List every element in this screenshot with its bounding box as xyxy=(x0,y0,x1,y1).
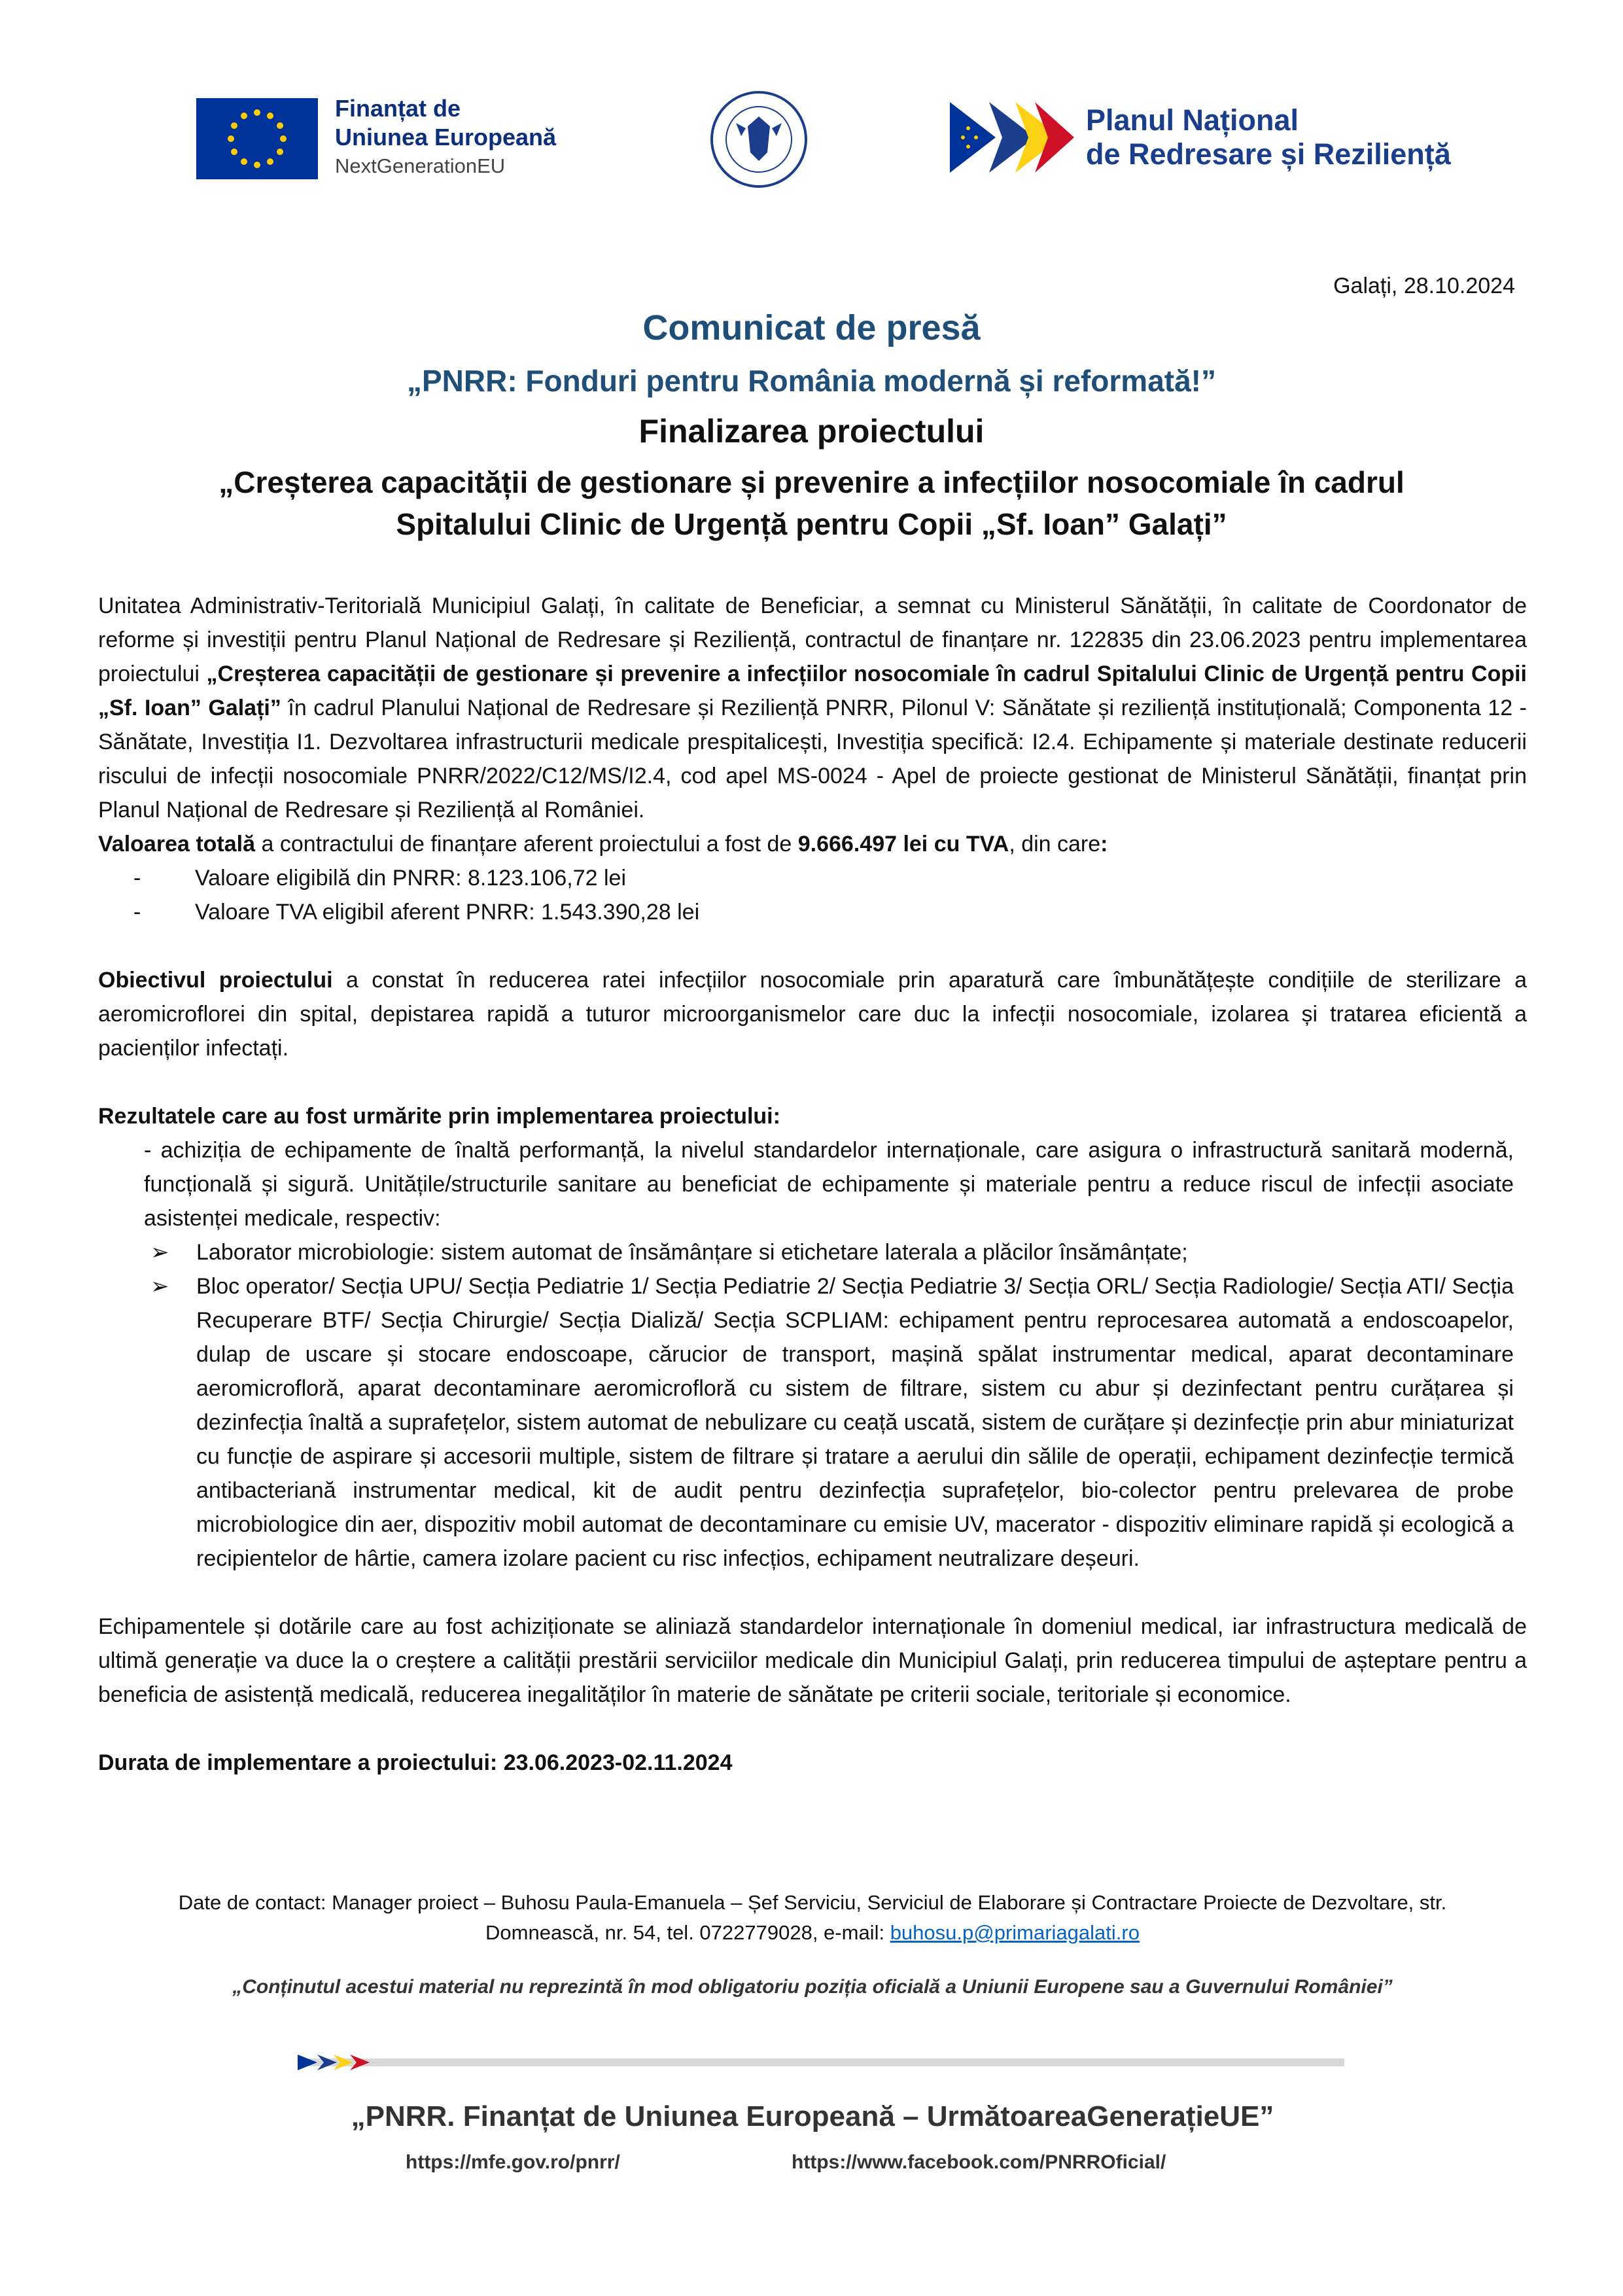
eu-funding-logo-text xyxy=(335,94,556,181)
arrow-bullet-icon: ➢ xyxy=(150,1240,169,1265)
eu-funding-line3: NextGenerationEU xyxy=(335,154,506,177)
pnrr-logo-icon xyxy=(950,102,1074,173)
value-item-vat: - Valoare TVA eligibil aferent PNRR: 1.543.390,28 lei xyxy=(98,895,1527,929)
project-title-line2: Spitalului Clinic de Urgență pentru Copii „Sf. Ioan” Galați” xyxy=(396,507,1227,541)
value-amount: 9.666.497 lei cu TVA xyxy=(797,832,1009,857)
value-tail: , din care xyxy=(1009,832,1101,857)
results-bullet-text: Bloc operator/ Secția UPU/ Secția Pediatrie 1/ Secția Pediatrie 2/ Secția Pediatrie 3/ Secția ORL/ Secția Radiologie/ Secția ATI/ Secția Recuperare BTF/ Secția Chirurgie/ Secția Dializă/ Secția SCPLIAM: echipament pentru reprocesarea automată a endoscoapelor, dulap de uscare și stocare endoscoape, cărucior de transport, mașină spălat instrumentar medical, aparat decontaminare aeromicrofloră, aparat decontaminare aeromicrofloră cu sistem de filtrare, sistem cu abur și dezinfectant pentru curățarea și dezinfecția înaltă a suprafețelor, sistem automat de nebulizare cu ceață uscată, sistem de curățare și dezinfecție prin abur miniaturizat cu funcție de aspirare și accesorii multiple, sistem de filtrare și tratare a aerului din sălile de operații, echipament dezinfecție termică antibacteriană instrumentar medical, kit de audit pentru dezinfecția suprafețelor, bio-colector pentru prelevarea de probe microbiologice din aer, dispozitiv mobil automat de decontaminare cu emisie UV, macerator - dispozitiv eliminare rapidă și ecologică a recipientelor de hârtie, camera izolare pacient cu risc infecțios, echipament neutralizare deșeuri. xyxy=(196,1274,1514,1571)
document-body xyxy=(98,589,1527,1780)
contact-email-link[interactable]: buhosu.p@primariagalati.ro xyxy=(890,1921,1140,1944)
objective-text: a constat în reducerea ratei infecțiilor nosocomiale prin aparatură care îmbunătățește condițiile de sterilizare a aeromicroflorei din spital, depistarea rapidă a tuturor microorganismelor care duc la infecții nosocomiale, izolarea și tratarea eficientă a pacienților infectați. xyxy=(98,968,1527,1061)
eu-funding-line1: Finanțat de xyxy=(335,95,461,122)
footer-arrow-icon xyxy=(298,2055,370,2070)
results-heading: Rezultatele care au fost urmărite prin implementarea proiectului: xyxy=(98,1104,780,1129)
eu-funding-line2: Uniunea Europeană xyxy=(335,124,557,150)
intro-paragraph xyxy=(98,589,1527,827)
eu-flag-icon xyxy=(196,98,318,179)
pnrr-logo-line1: Planul Național xyxy=(1086,103,1299,137)
equipment-paragraph: Echipamentele și dotările care au fost achiziționate se aliniază standardelor internaționale în domeniul medical, iar infrastructura medicală de ultimă generație va duce la o creștere a calității prestării serviciilor medicale din Municipiul Galați, prin reducerea timpului de așteptare pentru a beneficia de asistență medicală, reducerea inegalităților în materie de sănătate pe criterii sociale, teritoriale și economice. xyxy=(98,1614,1527,1707)
value-text: a contractului de finanțare aferent proiectului a fost de xyxy=(255,832,798,857)
results-lead: - achiziția de echipamente de înaltă performanță, la nivelul standardelor internaționale, care asigura o infrastructură sanitară modernă, funcțională și sigură. Unitățile/structurile sanitare au beneficiat de echipamente și materiale pentru a reduce riscul de infecții asociate asistenței medicale, respectiv: xyxy=(144,1138,1514,1231)
results-bullet-departments xyxy=(98,1269,1527,1576)
arrow-bullet-icon: ➢ xyxy=(150,1274,169,1299)
objective-paragraph xyxy=(98,963,1527,1065)
value-label: Valoarea totală xyxy=(98,832,256,857)
value-colon: : xyxy=(1100,832,1108,857)
intro-text-part1: Unitatea Administrativ-Teritorială Municipiul Galați, în calitate de Beneficiar, a semnat cu Ministerul Sănătății, în calitate de Coordonator de reforme și investiții pentru Planul Național de Redresare și Reziliență, contractul de finanțare nr. 122835 din 23.06.2023 pentru implementarea proiectului xyxy=(98,593,1527,686)
pnrr-logo-line2: de Redresare și Reziliență xyxy=(1086,137,1451,171)
value-item-eligible: - Valoare eligibilă din PNRR: 8.123.106,72 lei xyxy=(98,861,1527,895)
implementation-duration: Durata de implementare a proiectului: 23.06.2023-02.11.2024 xyxy=(98,1750,733,1775)
footer-link-mfe[interactable]: https://mfe.gov.ro/pnrr/ xyxy=(406,2151,620,2173)
value-paragraph xyxy=(98,827,1527,861)
project-title-line1: „Creșterea capacității de gestionare și prevenire a infecțiilor nosocomiale în cadrul xyxy=(218,465,1405,499)
footer-slogan: „PNRR. Finanțat de Uniunea Europeană – UrmătoareaGenerațieUE” xyxy=(351,2100,1274,2132)
press-release-title: Comunicat de presă xyxy=(642,308,981,347)
footer-link-facebook[interactable]: https://www.facebook.com/PNRROficial/ xyxy=(792,2151,1166,2173)
project-title xyxy=(98,461,1525,545)
objective-label: Obiectivul proiectului xyxy=(98,968,333,993)
intro-project-name: „Creșterea capacității de gestionare și prevenire a infecțiilor nosocomiale în cadrul Spitalului Clinic de Urgență pentru Copii „Sf. Ioan” Galați” xyxy=(98,662,1527,720)
disclaimer-text: „Conținutul acestui material nu reprezintă în mod obligatoriu poziția oficială a Uniunii Europene sau a Guvernului României” xyxy=(232,1976,1393,1998)
project-completion-heading: Finalizarea proiectului xyxy=(638,413,985,450)
intro-text-part2: în cadrul Planului Național de Redresare și Reziliență PNRR, Pilonul V: Sănătate și reziliență instituțională; Componenta 12 - Sănătate, Investiția I1. Dezvoltarea infrastructurii medicale prespitalicești, Investiția specifică: I2.4. Echipamente și materiale destinate reducerii riscului de infecții nosocomiale PNRR/2022/C12/MS/I2.4, cod apel MS-0024 - Apel de proiecte gestionat de Ministerul Sănătății, finanțat prin Planul Național de Redresare și Reziliență al României. xyxy=(98,696,1527,822)
press-release-subtitle: „PNRR: Fonduri pentru România modernă și reformată!” xyxy=(406,364,1216,398)
results-bullet-lab xyxy=(98,1235,1527,1269)
contact-line1: Date de contact: Manager proiect – Buhosu Paula-Emanuela – Șef Serviciu, Serviciul de Elaborare și Contractare Proiecte de Dezvoltare, str. xyxy=(178,1891,1447,1914)
footer-divider xyxy=(298,2058,1344,2066)
government-seal-icon xyxy=(710,90,808,188)
document-date: Galați, 28.10.2024 xyxy=(1333,274,1515,298)
pnrr-logo-text xyxy=(1086,103,1451,171)
results-bullet-text: Laborator microbiologie: sistem automat de însămânțare si etichetare laterala a plăcilor însămânțate; xyxy=(196,1240,1188,1265)
contact-line2: Domnească, nr. 54, tel. 0722779028, e-mail: buhosu.p@primariagalati.ro xyxy=(485,1921,1140,1944)
contact-info xyxy=(98,1888,1527,1948)
header-logos xyxy=(0,90,1623,221)
